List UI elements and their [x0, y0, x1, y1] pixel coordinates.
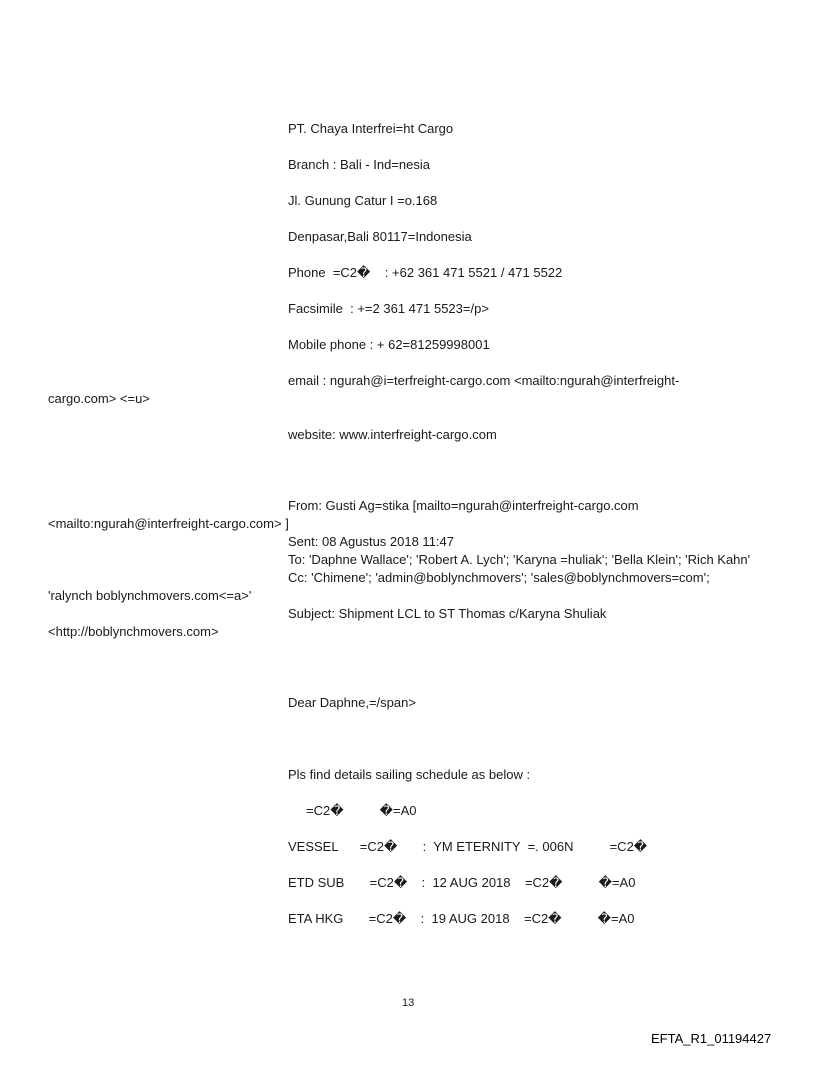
branch-line: Branch : Bali - Ind=nesia — [288, 157, 430, 172]
city-address: Denpasar,Bali 80117=Indonesia — [288, 229, 472, 244]
website-line: website: www.interfreight-cargo.com — [288, 427, 497, 442]
eta-row: ETA HKG =C2� : 19 AUG 2018 =C2� �=A0 — [288, 911, 635, 926]
intro-text: Pls find details sailing schedule as below : — [288, 767, 531, 782]
to-line: To: 'Daphne Wallace'; 'Robert A. Lych'; 'Karyna =huliak'; 'Bella Klein'; 'Rich Kahn' — [288, 552, 751, 567]
etd-row: ETD SUB =C2� : 12 AUG 2018 =C2� �=A0 — [288, 875, 636, 890]
cc-line-continued: 'ralynch boblynchmovers.com<=a>' — [48, 588, 252, 603]
document-id: EFTA_R1_01194427 — [651, 1031, 772, 1046]
page-number: 13 — [402, 997, 415, 1009]
email-line: email : ngurah@i=terfreight-cargo.com <mailto:ngurah@interfreight- — [288, 373, 680, 388]
mobile-line: Mobile phone : + 62=81259998001 — [288, 337, 490, 352]
vessel-row: VESSEL =C2� : YM ETERNITY =. 006N =C2� — [288, 839, 648, 854]
from-line-continued: <mailto:ngurah@interfreight-cargo.com> ] — [48, 516, 289, 531]
company-name: PT. Chaya Interfrei=ht Cargo — [288, 121, 454, 136]
website-link: <http://boblynchmovers.com> — [48, 624, 219, 639]
email-line-continued: cargo.com> <=u> — [48, 391, 150, 406]
from-line: From: Gusti Ag=stika [mailto=ngurah@interfreight-cargo.com — [288, 498, 639, 513]
greeting: Dear Daphne,=/span> — [288, 695, 416, 710]
street-address: Jl. Gunung Catur I =o.168 — [288, 193, 438, 208]
schedule-spacer: =C2� �=A0 — [306, 803, 417, 818]
cc-line: Cc: 'Chimene'; 'admin@boblynchmovers'; 'sales@boblynchmovers=com'; — [288, 570, 710, 585]
sent-line: Sent: 08 Agustus 2018 11:47 — [288, 534, 455, 549]
subject-line: Subject: Shipment LCL to ST Thomas c/Karyna Shuliak — [288, 606, 607, 621]
facsimile-line: Facsimile : +=2 361 471 5523=/p> — [288, 301, 489, 316]
phone-line: Phone =C2� : +62 361 471 5521 / 471 5522 — [288, 265, 563, 280]
